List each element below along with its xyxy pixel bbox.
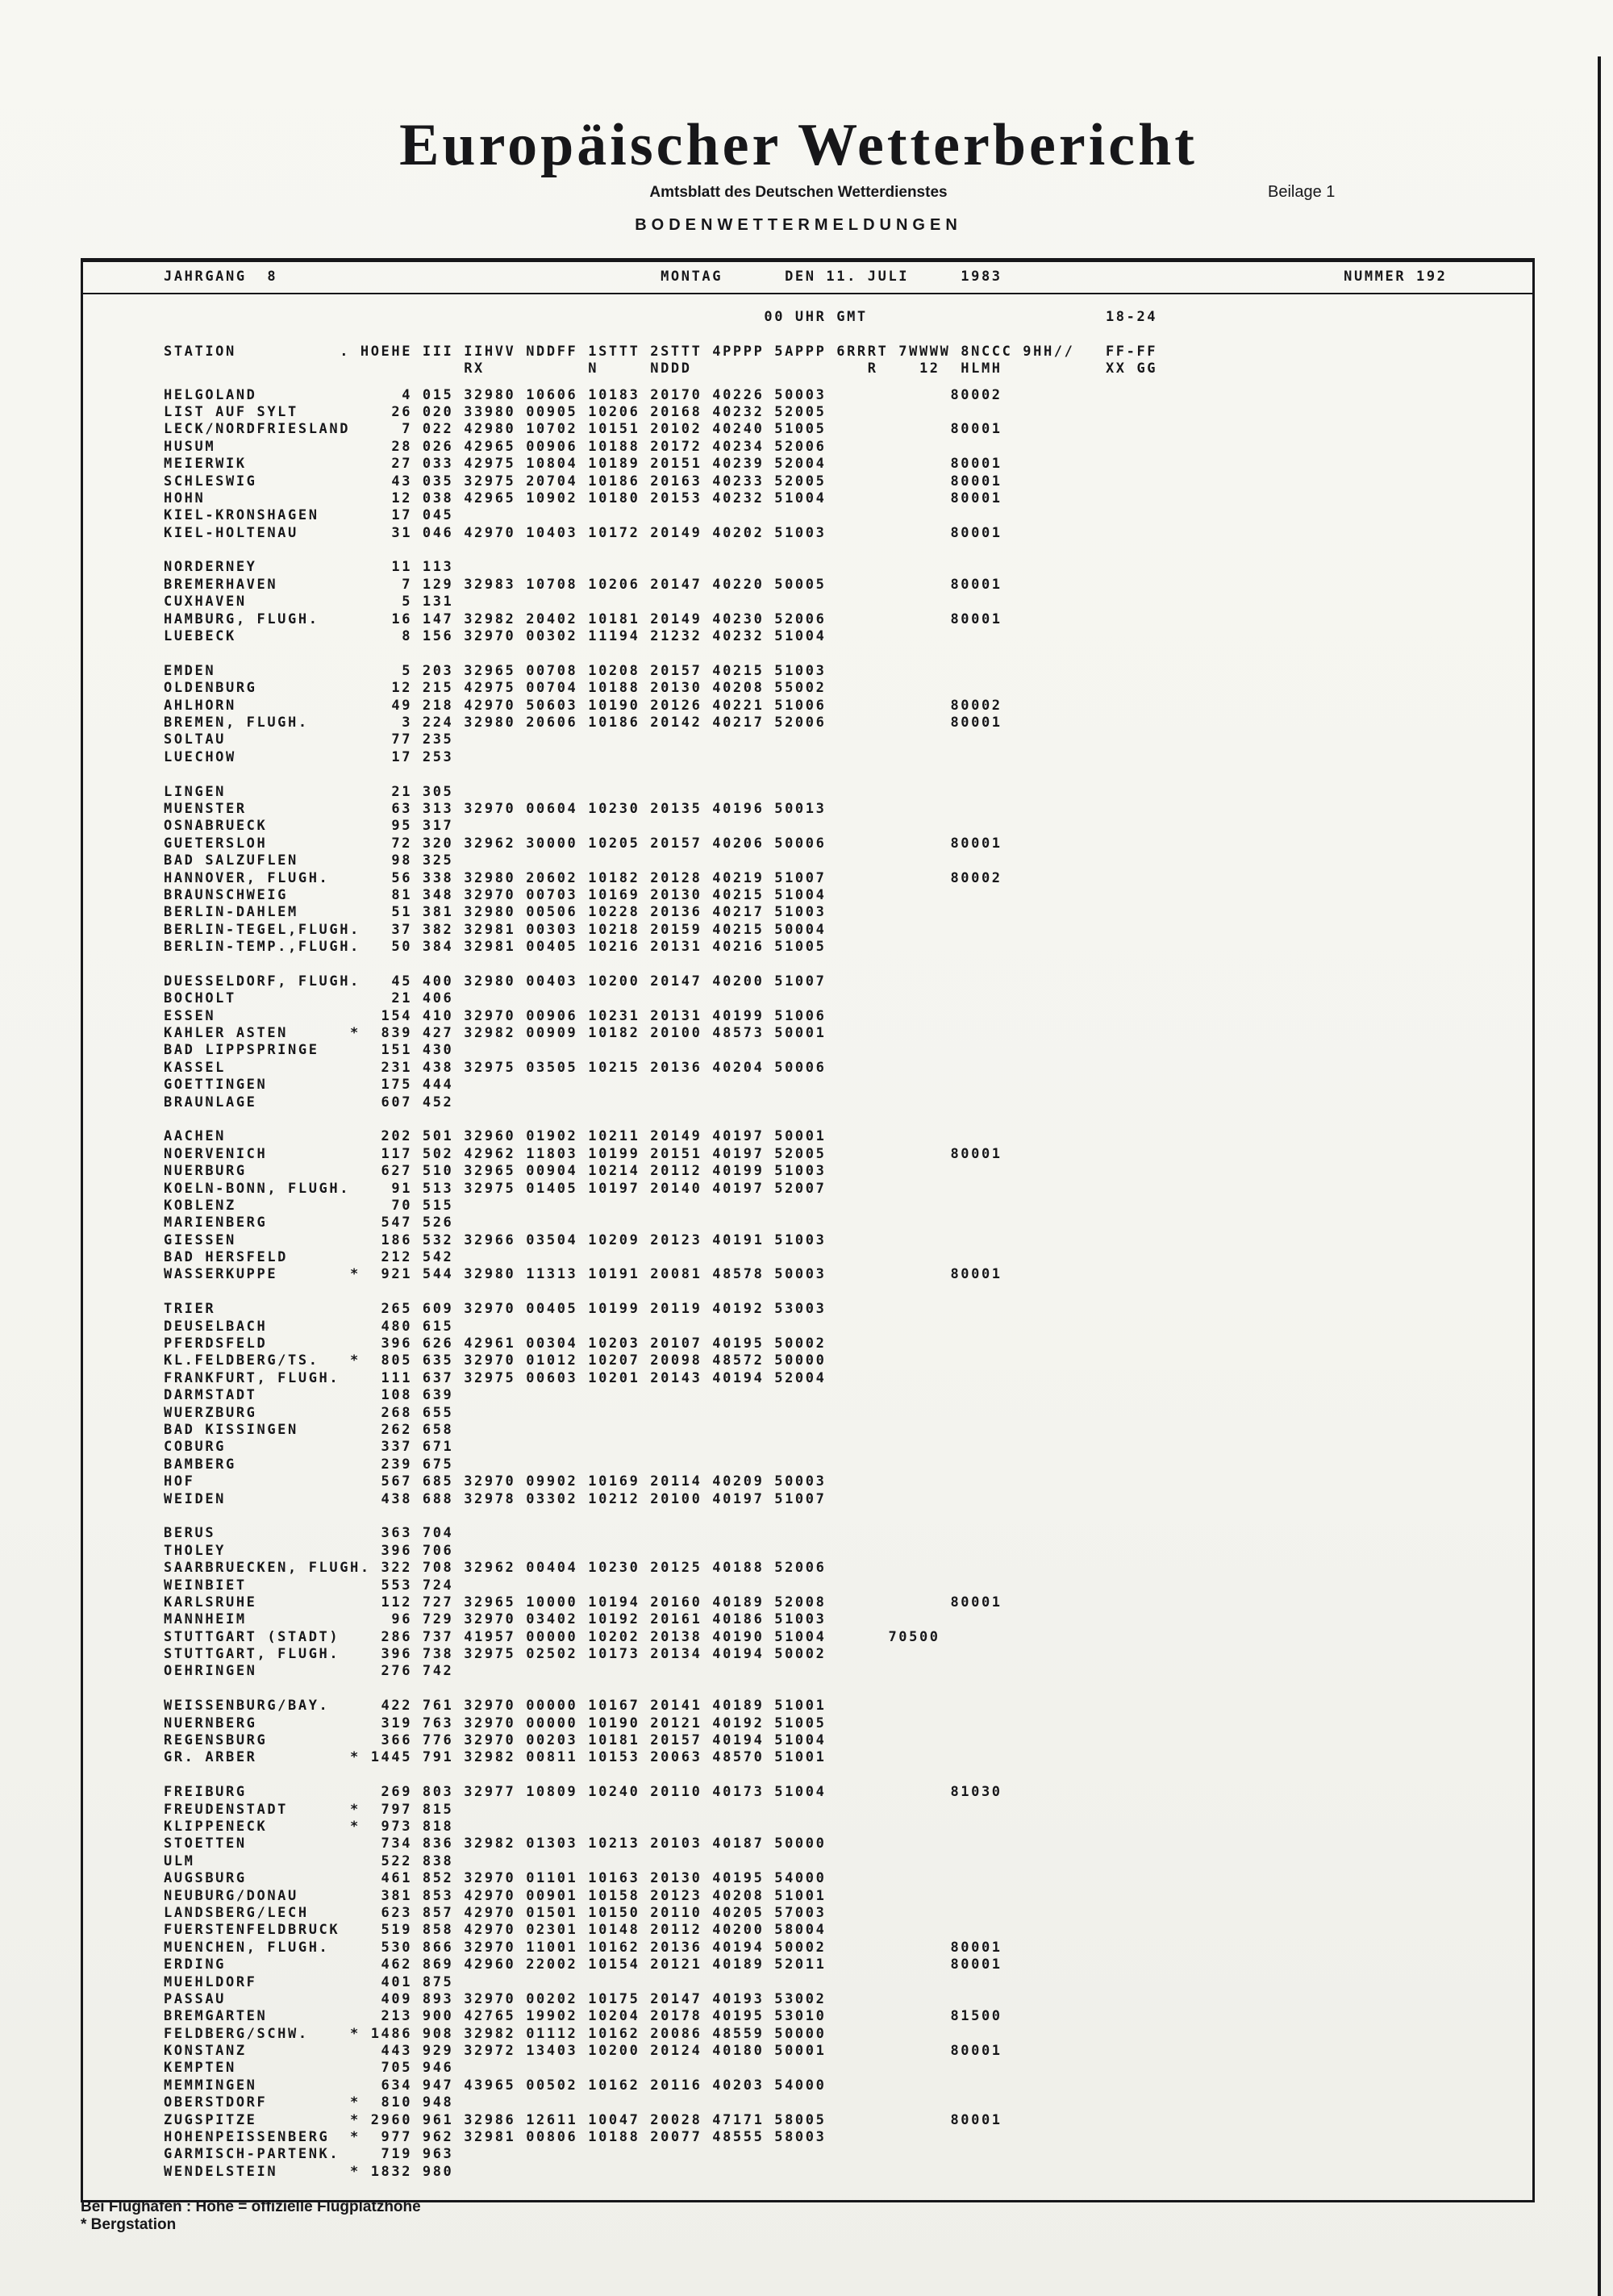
station-row: BREMERHAVEN 7 129 32983 10708 10206 20147 40220 50005 80001 xyxy=(164,576,1002,593)
station-row: BOCHOLT 21 406 xyxy=(164,990,454,1007)
group-separator xyxy=(164,1111,1532,1128)
station-row: KARLSRUHE 112 727 32965 10000 10194 20160 40189 52008 80001 xyxy=(164,1594,1002,1611)
masthead xyxy=(83,262,1532,294)
report-box xyxy=(81,258,1535,2202)
station-row: GUETERSLOH 72 320 32962 30000 10205 20157 40206 50006 80001 xyxy=(164,835,1002,852)
station-row: BAMBERG 239 675 xyxy=(164,1456,454,1473)
station-row: GOETTINGEN 175 444 xyxy=(164,1077,454,1094)
station-row: GIESSEN 186 532 32966 03504 10209 20123 40191 51003 xyxy=(164,1231,827,1248)
masthead-line: JAHRGANG 8 MONTAG DEN 11. JULI 1983 NUMMER 192 xyxy=(164,269,1448,285)
station-row: FREIBURG 269 803 32977 10809 10240 20110 40173 51004 81030 xyxy=(164,1784,1002,1801)
station-row: STUTTGART, FLUGH. 396 738 32975 02502 10173 20134 40194 50002 xyxy=(164,1646,827,1663)
station-row: GR. ARBER * 1445 791 32982 00811 10153 20063 48570 51001 xyxy=(164,1749,827,1766)
time-line: 00 UHR GMT 18-24 xyxy=(164,309,1158,326)
station-row: GARMISCH-PARTENK. 719 963 xyxy=(164,2146,454,2163)
station-row: LECK/NORDFRIESLAND 7 022 42980 10702 10151 20102 40240 51005 80001 xyxy=(164,421,1002,438)
station-row: BAD SALZUFLEN 98 325 xyxy=(164,852,454,869)
station-row: FUERSTENFELDBRUCK 519 858 42970 02301 10148 20112 40200 58004 xyxy=(164,1922,827,1939)
station-row: OBERSTDORF * 810 948 xyxy=(164,2094,454,2111)
station-row: OLDENBURG 12 215 42975 00704 10188 20130 40208 55002 xyxy=(164,680,827,697)
station-row: BAD KISSINGEN 262 658 xyxy=(164,1422,454,1438)
station-row: BERLIN-TEGEL,FLUGH. 37 382 32981 00303 10218 20159 40215 50004 xyxy=(164,921,827,938)
station-row: KAHLER ASTEN * 839 427 32982 00909 10182 20100 48573 50001 xyxy=(164,1025,827,1042)
station-row: KIEL-KRONSHAGEN 17 045 xyxy=(164,507,454,524)
station-row: NUERNBERG 319 763 32970 00000 10190 20121 40192 51005 xyxy=(164,1715,827,1731)
station-row: BRAUNSCHWEIG 81 348 32970 00703 10169 20130 40215 51004 xyxy=(164,886,827,903)
footnote-airport-height: Bei Flughäfen : Höhe = offizielle Flugplatzhöhe xyxy=(81,2198,421,2215)
column-header-line-2: RX N NDDD R 12 HLMH XX GG xyxy=(164,360,1158,377)
station-row: PFERDSFELD 396 626 42961 00304 10203 20107 40195 50002 xyxy=(164,1336,827,1352)
station-row: BERLIN-TEMP.,FLUGH. 50 384 32981 00405 10216 20131 40216 51005 xyxy=(164,939,827,956)
station-row: FRANKFURT, FLUGH. 111 637 32975 00603 10201 20143 40194 52004 xyxy=(164,1369,827,1386)
station-row: WEISSENBURG/BAY. 422 761 32970 00000 10167 20141 40189 51001 xyxy=(164,1698,827,1715)
station-row: LINGEN 21 305 xyxy=(164,783,454,800)
station-row: ULM 522 838 xyxy=(164,1852,454,1869)
station-row: AACHEN 202 501 32960 01902 10211 20149 40197 50001 xyxy=(164,1128,827,1145)
beilage-label: Beilage 1 xyxy=(1268,183,1336,201)
station-row: BAD LIPPSPRINGE 151 430 xyxy=(164,1042,454,1059)
station-row: DEUSELBACH 480 615 xyxy=(164,1318,454,1335)
station-row: HELGOLAND 4 015 32980 10606 10183 20170 40226 50003 80002 xyxy=(164,386,1002,403)
station-row: FELDBERG/SCHW. * 1486 908 32982 01112 10162 20086 48559 50000 xyxy=(164,2025,827,2042)
station-row: MEIERWIK 27 033 42975 10804 10189 20151 40239 52004 80001 xyxy=(164,456,1002,473)
station-row: LUEBECK 8 156 32970 00302 11194 21232 40232 51004 xyxy=(164,628,827,645)
station-row: WEIDEN 438 688 32978 03302 10212 20100 40197 51007 xyxy=(164,1490,827,1507)
group-separator xyxy=(164,766,1532,783)
page-edge-line xyxy=(1598,56,1601,2296)
station-row: KOBLENZ 70 515 xyxy=(164,1197,454,1214)
station-row: ZUGSPITZE * 2960 961 32986 12611 10047 20028 47171 58005 80001 xyxy=(164,2111,1002,2128)
group-separator xyxy=(164,956,1532,973)
station-row: EMDEN 5 203 32965 00708 10208 20157 40215 51003 xyxy=(164,662,827,679)
footnotes xyxy=(81,2198,421,2234)
group-separator xyxy=(164,1681,1532,1698)
station-row: MANNHEIM 96 729 32970 03402 10192 20161 40186 51003 xyxy=(164,1611,827,1628)
station-row: CUXHAVEN 5 131 xyxy=(164,594,454,610)
station-row: BREMGARTEN 213 900 42765 19902 10204 20178 40195 53010 81500 xyxy=(164,2008,1002,2025)
station-table-body xyxy=(164,387,1532,2181)
station-row: SCHLESWIG 43 035 32975 20704 10186 20163 40233 52005 80001 xyxy=(164,473,1002,490)
group-separator xyxy=(164,1508,1532,1525)
group-separator xyxy=(164,1284,1532,1301)
section-heading: BODENWETTERMELDUNGEN xyxy=(635,216,962,234)
station-row: HUSUM 28 026 42965 00906 10188 20172 40234 52006 xyxy=(164,438,827,455)
station-row: KIEL-HOLTENAU 31 046 42970 10403 10172 20149 40202 51003 80001 xyxy=(164,524,1002,541)
station-row: THOLEY 396 706 xyxy=(164,1542,454,1559)
station-row: OEHRINGEN 276 742 xyxy=(164,1663,454,1680)
column-header-line-1: STATION . HOEHE III IIHVV NDDFF 1STTT 2STTT 4PPPP 5APPP 6RRRT 7WWWW 8NCCC 9HH// FF-FF xyxy=(164,343,1158,360)
station-row: NORDERNEY 11 113 xyxy=(164,559,454,576)
station-row: KLIPPENECK * 973 818 xyxy=(164,1818,454,1835)
station-row: NUERBURG 627 510 32965 00904 10214 20112 40199 51003 xyxy=(164,1163,827,1180)
station-row: KASSEL 231 438 32975 03505 10215 20136 40204 50006 xyxy=(164,1059,827,1076)
group-separator xyxy=(164,645,1532,662)
station-row: BERLIN-DAHLEM 51 381 32980 00506 10228 20136 40217 51003 xyxy=(164,904,827,921)
station-row: LIST AUF SYLT 26 020 33980 00905 10206 20168 40232 52005 xyxy=(164,403,827,420)
station-row: HANNOVER, FLUGH. 56 338 32980 20602 10182 20128 40219 51007 80002 xyxy=(164,869,1002,886)
station-row: WASSERKUPPE * 921 544 32980 11313 10191 20081 48578 50003 80001 xyxy=(164,1266,1002,1283)
station-row: PASSAU 409 893 32970 00202 10175 20147 40193 53002 xyxy=(164,1990,827,2007)
station-row: MUENSTER 63 313 32970 00604 10230 20135 40196 50013 xyxy=(164,800,827,817)
station-row: HOF 567 685 32970 09902 10169 20114 40209 50003 xyxy=(164,1473,827,1490)
station-row: KONSTANZ 443 929 32972 13403 10200 20124 40180 50001 80001 xyxy=(164,2043,1002,2060)
group-separator xyxy=(164,1767,1532,1784)
station-row: KEMPTEN 705 946 xyxy=(164,2060,454,2077)
station-row: DARMSTADT 108 639 xyxy=(164,1387,454,1404)
station-row: SOLTAU 77 235 xyxy=(164,731,454,748)
page-subtitle: Amtsblatt des Deutschen Wetterdienstes xyxy=(649,184,948,201)
station-row: BREMEN, FLUGH. 3 224 32980 20606 10186 20142 40217 52006 80001 xyxy=(164,714,1002,731)
station-row: HOHN 12 038 42965 10902 10180 20153 40232 51004 80001 xyxy=(164,490,1002,506)
station-row: MUENCHEN, FLUGH. 530 866 32970 11001 10162 20136 40194 50002 80001 xyxy=(164,1939,1002,1956)
footnote-bergstation: * Bergstation xyxy=(81,2216,177,2233)
station-row: LANDSBERG/LECH 623 857 42970 01501 10150 20110 40205 57003 xyxy=(164,1904,827,1921)
station-row: DUESSELDORF, FLUGH. 45 400 32980 00403 10200 20147 40200 51007 xyxy=(164,973,827,990)
station-row: BAD HERSFELD 212 542 xyxy=(164,1249,454,1266)
station-row: KL.FELDBERG/TS. * 805 635 32970 01012 10207 20098 48572 50000 xyxy=(164,1352,827,1369)
station-row: BERUS 363 704 xyxy=(164,1525,454,1542)
station-row: REGENSBURG 366 776 32970 00203 10181 20157 40194 51004 xyxy=(164,1732,827,1749)
station-row: WENDELSTEIN * 1832 980 xyxy=(164,2163,454,2180)
station-row: MUEHLDORF 401 875 xyxy=(164,1973,454,1990)
station-row: ESSEN 154 410 32970 00906 10231 20131 40199 51006 xyxy=(164,1007,827,1024)
station-row: WEINBIET 553 724 xyxy=(164,1577,454,1594)
station-row: COBURG 337 671 xyxy=(164,1439,454,1456)
station-row: WUERZBURG 268 655 xyxy=(164,1404,454,1421)
station-row: NOERVENICH 117 502 42962 11803 10199 20151 40197 52005 80001 xyxy=(164,1145,1002,1162)
station-row: STUTTGART (STADT) 286 737 41957 00000 10202 20138 40190 51004 70500 xyxy=(164,1628,940,1645)
station-row: SAARBRUECKEN, FLUGH. 322 708 32962 00404 10230 20125 40188 52006 xyxy=(164,1560,827,1577)
station-row: ERDING 462 869 42960 22002 10154 20121 40189 52011 80001 xyxy=(164,1956,1002,1973)
station-row: MEMMINGEN 634 947 43965 00502 10162 20116 40203 54000 xyxy=(164,2077,827,2094)
table-area xyxy=(83,309,1532,2181)
station-row: STOETTEN 734 836 32982 01303 10213 20103 40187 50000 xyxy=(164,1836,827,1852)
station-row: NEUBURG/DONAU 381 853 42970 00901 10158 20123 40208 51001 xyxy=(164,1887,827,1904)
station-row: KOELN-BONN, FLUGH. 91 513 32975 01405 10197 20140 40197 52007 xyxy=(164,1180,827,1197)
station-row: AUGSBURG 461 852 32970 01101 10163 20130 40195 54000 xyxy=(164,1870,827,1887)
group-separator xyxy=(164,542,1532,559)
page-title: Europäischer Wetterbericht xyxy=(399,112,1198,178)
station-row: OSNABRUECK 95 317 xyxy=(164,818,454,835)
station-row: BRAUNLAGE 607 452 xyxy=(164,1094,454,1110)
station-row: AHLHORN 49 218 42970 50603 10190 20126 40221 51006 80002 xyxy=(164,697,1002,714)
station-row: MARIENBERG 547 526 xyxy=(164,1215,454,1231)
station-row: HAMBURG, FLUGH. 16 147 32982 20402 10181 20149 40230 52006 80001 xyxy=(164,610,1002,627)
station-row: LUECHOW 17 253 xyxy=(164,748,454,765)
station-row: TRIER 265 609 32970 00405 10199 20119 40192 53003 xyxy=(164,1301,827,1318)
station-row: FREUDENSTADT * 797 815 xyxy=(164,1801,454,1818)
station-row: HOHENPEISSENBERG * 977 962 32981 00806 10188 20077 48555 58003 xyxy=(164,2129,827,2146)
